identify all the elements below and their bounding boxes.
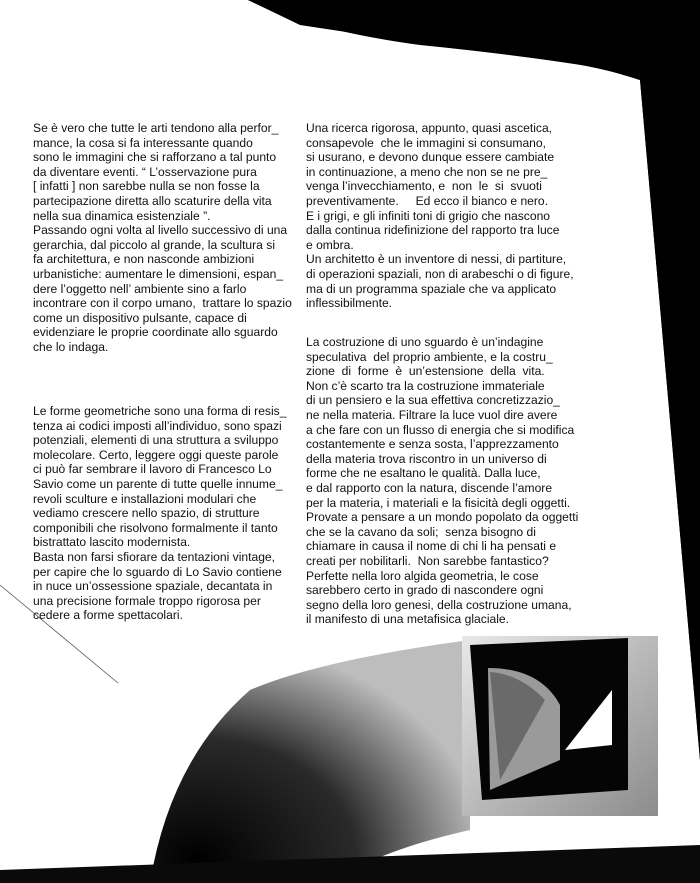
text-line: che se la cavano da soli; senza bisogno di [306,524,536,539]
text-line: sono le immagini che si rafforzano a tal punto [33,150,277,165]
text-line: gerarchia, dal piccolo al grande, la scultura si [33,237,276,252]
text-line: Passando ogni volta al livello successivo di una [33,223,288,238]
text-line: a che fare con un flusso di energia che si modifica [306,422,575,437]
text-line: evidenziare le proprie coordinate allo sguardo [33,325,278,340]
text-line: creati per nobilitarli. Non sarebbe fantastico? [306,553,549,568]
text-line: tenza ai codici imposti all’individuo, sono spazi [33,418,282,433]
text-line: fa architettura, e non nasconde ambizioni [33,252,255,267]
text-line: urbanistiche: aumentare le dimensioni, espan_ [33,266,284,281]
text-line: La costruzione di uno sguardo è un’indagine [306,335,544,349]
text-line: Un architetto è un inventore di nessi, di partiture, [306,252,567,267]
text-line: e dal rapporto con la natura, discende l’amore [306,480,553,495]
text-line: una precisione formale troppo rigorosa per [33,593,261,608]
text-line: e ombra. [306,237,354,252]
text-line: [ infatti ] non sarebbe nulla se non fosse la [33,179,260,194]
text-line: Non c’è scarto tra la costruzione immateriale [306,378,545,393]
text-line: Basta non farsi sfiorare da tentazioni vintage, [33,549,276,564]
text-line: componibili che risolvono formalmente il tanto [33,520,278,535]
text-line: di un pensiero e la sua effettiva concretizzazio_ [306,393,560,408]
text-line: ma di un programma spaziale che va applicato [306,281,557,296]
text-line: per capire che lo sguardo di Lo Savio contiene [33,564,282,579]
text-line: consapevole che le immagini si consumano, [306,135,546,150]
text-line: si usurano, e devono dunque essere cambiate [306,150,555,165]
text-line: zione di forme è un’estensione della vita. [306,364,545,379]
text-line: dalla continua ridefinizione del rapporto tra luce [306,223,560,238]
text-line: preventivamente. Ed ecco il bianco e nero. [306,193,549,208]
text-line: Savio come un parente di tutte quelle innume_ [33,476,283,491]
text-line: Provate a pensare a un mondo popolato da oggetti [306,510,579,525]
text-line: Se è vero che tutte le arti tendono alla perfor_ [33,121,279,135]
text-line: da diventare eventi. “ L’osservazione pura [33,164,257,179]
text-line: segno della loro genesi, della costruzione umana, [306,597,572,612]
text-line: costantemente e senza sosta, l’apprezzamento [306,437,559,452]
text-line: in nuce un’ossessione spaziale, decantata in [33,579,273,594]
text-line: Le forme geometriche sono una forma di resis_ [33,404,287,418]
text-line: speculativa del proprio ambiente, e la costru_ [306,349,553,364]
right-paragraph-2 [306,335,586,627]
text-line: della materia trova riscontro in un universo di [306,451,547,466]
text-line: Una ricerca rigorosa, appunto, quasi ascetica, [306,121,553,135]
text-line: revoli sculture e installazioni modulari che [33,491,257,506]
text-line: forme che ne esaltano le qualità. Dalla luce, [306,466,541,481]
text-line: potenziali, elementi di una struttura a sviluppo [33,433,279,448]
text-line: dere l’oggetto nell’ ambiente sino a farlo [33,281,247,296]
left-paragraph-2 [33,404,303,623]
text-line: ne nella materia. Filtrare la luce vuol dire avere [306,407,558,422]
text-line: ci può far sembrare il lavoro di Francesco Lo [33,462,272,477]
text-line: nella sua dinamica esistenziale ”. [33,208,211,223]
text-line: cedere a forme spettacolari. [33,608,183,623]
text-line: molecolare. Certo, leggere oggi queste parole [33,447,279,462]
text-line: come un dispositivo pulsante, capace di [33,310,247,325]
text-line: chiamare in causa il nome di chi li ha pensati e [306,539,557,554]
text-line: E i grigi, e gli infiniti toni di grigio che nascono [306,208,551,223]
text-line: di operazioni spaziali, non di arabeschi o di figure, [306,266,574,281]
text-line: partecipazione diretta allo scaturire della vita [33,193,272,208]
text-line: bistrattato lascito modernista. [33,535,191,550]
right-paragraph-1 [306,121,586,311]
text-line: sarebbero certo in grado di nascondere ogni [306,583,544,598]
left-paragraph-1 [33,121,303,355]
text-line: venga l’invecchiamento, e non le si svuoti [306,179,542,194]
text-line: che lo indaga. [33,339,109,354]
text-line: inflessibilmente. [306,296,393,311]
text-line: incontrare con il corpo umano, trattare lo spazio [33,296,292,311]
text-line: per la materia, i materiali e la fisicità degli oggetti. [306,495,571,510]
text-line: Perfette nella loro algida geometria, le cose [306,568,539,583]
text-line: in continuazione, a meno che non se ne pre_ [306,164,548,179]
text-line: mance, la cosa si fa interessante quando [33,135,253,150]
text-line: il manifesto di una metafisica glaciale. [306,612,510,627]
text-line: vediamo crescere nello spazio, di strutture [33,506,260,521]
